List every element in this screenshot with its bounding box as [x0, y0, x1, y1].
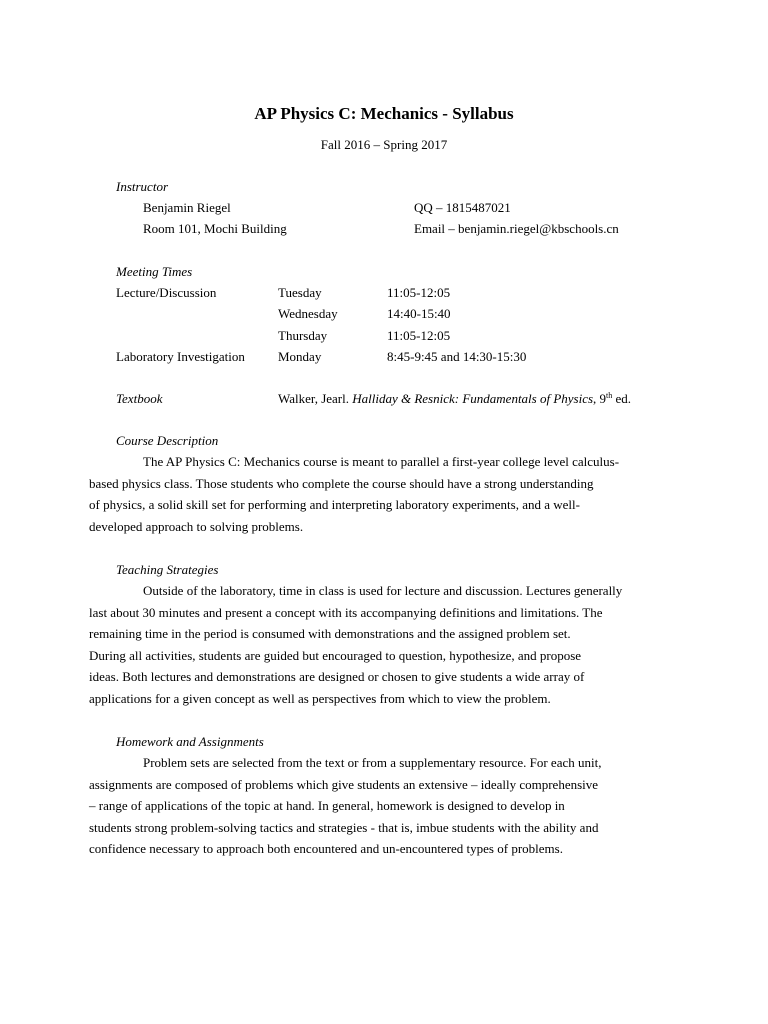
- paragraph-line: remaining time in the period is consumed with demonstrations and the assigned problem set.: [89, 626, 571, 642]
- meeting-type: Lecture/Discussion: [116, 285, 217, 300]
- meeting-time: 8:45-9:45 and 14:30-15:30: [387, 349, 527, 364]
- meeting-day: Wednesday: [278, 306, 338, 321]
- paragraph-line: ideas. Both lectures and demonstrations are designed or chosen to give students a wide array of: [89, 669, 585, 685]
- homework-text: [89, 752, 650, 860]
- meeting-type: Laboratory Investigation: [116, 349, 245, 364]
- instructor-room: Room 101, Mochi Building: [143, 221, 287, 236]
- course-description-heading: Course Description: [116, 433, 219, 448]
- instructor-email: Email – benjamin.riegel@kbschools.cn: [414, 221, 619, 236]
- textbook-author: Walker, Jearl.: [278, 391, 349, 406]
- meeting-time: 11:05-12:05: [387, 328, 451, 343]
- paragraph-line: assignments are composed of problems which give students an extensive – ideally comprehensive: [89, 776, 599, 792]
- textbook-edition-superscript: th: [606, 391, 613, 400]
- textbook-heading: Textbook: [116, 391, 163, 406]
- paragraph-line: confidence necessary to approach both encountered and un-encountered types of problems.: [89, 841, 563, 857]
- textbook-edition: , 9: [593, 391, 607, 406]
- instructor-qq: QQ – 1815487021: [414, 200, 511, 215]
- paragraph-line: applications for a given concept as well as perspectives from which to view the problem.: [89, 690, 551, 706]
- paragraph-line: based physics class. Those students who complete the course should have a strong understanding: [89, 475, 594, 491]
- paragraph-line: last about 30 minutes and present a concept with its accompanying definitions and limitations. The: [89, 604, 603, 620]
- paragraph-line: Problem sets are selected from the text or from a supplementary resource. For each unit,: [143, 755, 602, 770]
- meeting-time: 11:05-12:05: [387, 285, 451, 300]
- paragraph-line: Outside of the laboratory, time in class is used for lecture and discussion. Lectures generally: [143, 583, 623, 598]
- paragraph-line: The AP Physics C: Mechanics course is meant to parallel a first-year college level calculus-: [143, 454, 620, 469]
- meeting-day: Thursday: [278, 328, 328, 343]
- paragraph-line: developed approach to solving problems.: [89, 518, 304, 534]
- teaching-strategies-heading: Teaching Strategies: [116, 562, 219, 577]
- course-description-text: [89, 451, 650, 537]
- homework-heading: Homework and Assignments: [116, 734, 264, 749]
- meeting-time: 14:40-15:40: [387, 306, 451, 321]
- meeting-day: Monday: [278, 349, 322, 364]
- instructor-heading: Instructor: [116, 179, 168, 194]
- paragraph-line: of physics, a solid skill set for performing and interpreting laboratory experiments, and a well-: [89, 497, 580, 513]
- page-title: AP Physics C: Mechanics - Syllabus: [254, 104, 514, 123]
- meeting-times-heading: Meeting Times: [116, 264, 193, 279]
- textbook-title: Halliday & Resnick: Fundamentals of Physics: [352, 391, 594, 406]
- textbook-edition-suffix: ed.: [612, 391, 632, 406]
- paragraph-line: students strong problem-solving tactics and strategies - that is, imbue students with the ability and: [89, 819, 599, 835]
- teaching-strategies-text: [89, 580, 650, 710]
- paragraph-line: During all activities, students are guided but encouraged to question, hypothesize, and propose: [89, 647, 582, 663]
- meeting-day: Tuesday: [278, 285, 322, 300]
- paragraph-line: – range of applications of the topic at hand. In general, homework is designed to develop in: [89, 798, 565, 814]
- term-subtitle: Fall 2016 – Spring 2017: [320, 137, 448, 152]
- instructor-name: Benjamin Riegel: [143, 200, 231, 215]
- textbook-citation: [278, 391, 631, 407]
